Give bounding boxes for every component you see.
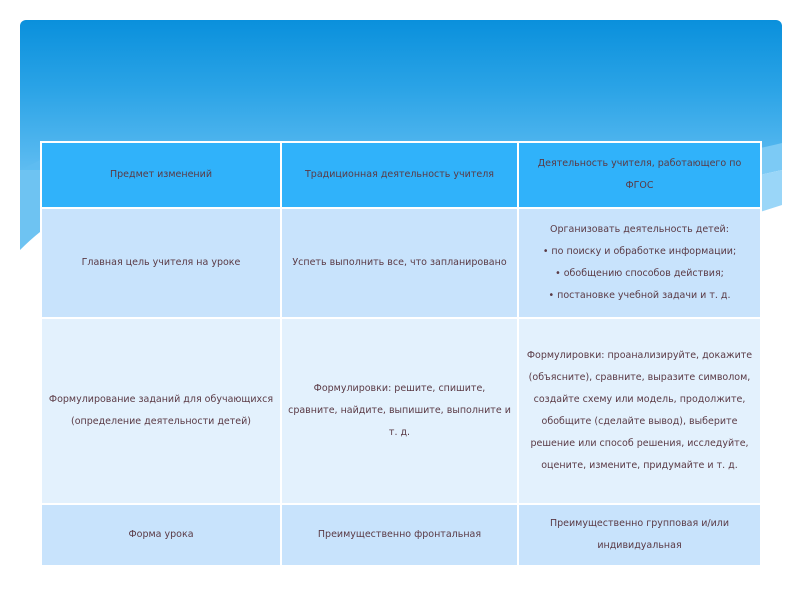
table-row — [41, 504, 761, 566]
comparison-table — [40, 141, 762, 567]
table-header-row — [41, 142, 761, 208]
header-subject: Предмет изменений — [41, 142, 281, 208]
cell-traditional: Преимущественно фронтальная — [281, 504, 518, 566]
cell-traditional: Формулировки: решите, спишите, сравните, найдите, выпишите, выполните и т. д. — [281, 318, 518, 504]
fgos-line: • обобщению способов действия; — [555, 268, 724, 279]
table-row — [41, 208, 761, 318]
header-traditional: Традиционная деятельность учителя — [281, 142, 518, 208]
wave-left — [20, 160, 40, 250]
cell-subject: Форма урока — [41, 504, 281, 566]
cell-subject: Формулирование заданий для обучающихся (определение деятельности детей) — [41, 318, 281, 504]
cell-fgos — [518, 208, 761, 318]
fgos-line: • по поиску и обработке информации; — [542, 246, 737, 257]
fgos-line: • постановке учебной задачи и т. д. — [548, 290, 731, 301]
fgos-line: Организовать деятельность детей: — [550, 224, 729, 235]
table-row — [41, 318, 761, 504]
header-fgos: Деятельность учителя, работающего по ФГОС — [518, 142, 761, 208]
cell-subject: Главная цель учителя на уроке — [41, 208, 281, 318]
wave-right-bottom — [760, 170, 782, 212]
cell-fgos: Формулировки: проанализируйте, докажите (объясните), сравните, выразите символом, создайте схему или модель, продолжите, обобщите (сделайте вывод), выберите решение или способ решения, исследуйте, оцените, измените, придумайте и т. д. — [518, 318, 761, 504]
cell-traditional: Успеть выполнить все, что запланировано — [281, 208, 518, 318]
cell-fgos: Преимущественно групповая и/или индивидуальная — [518, 504, 761, 566]
